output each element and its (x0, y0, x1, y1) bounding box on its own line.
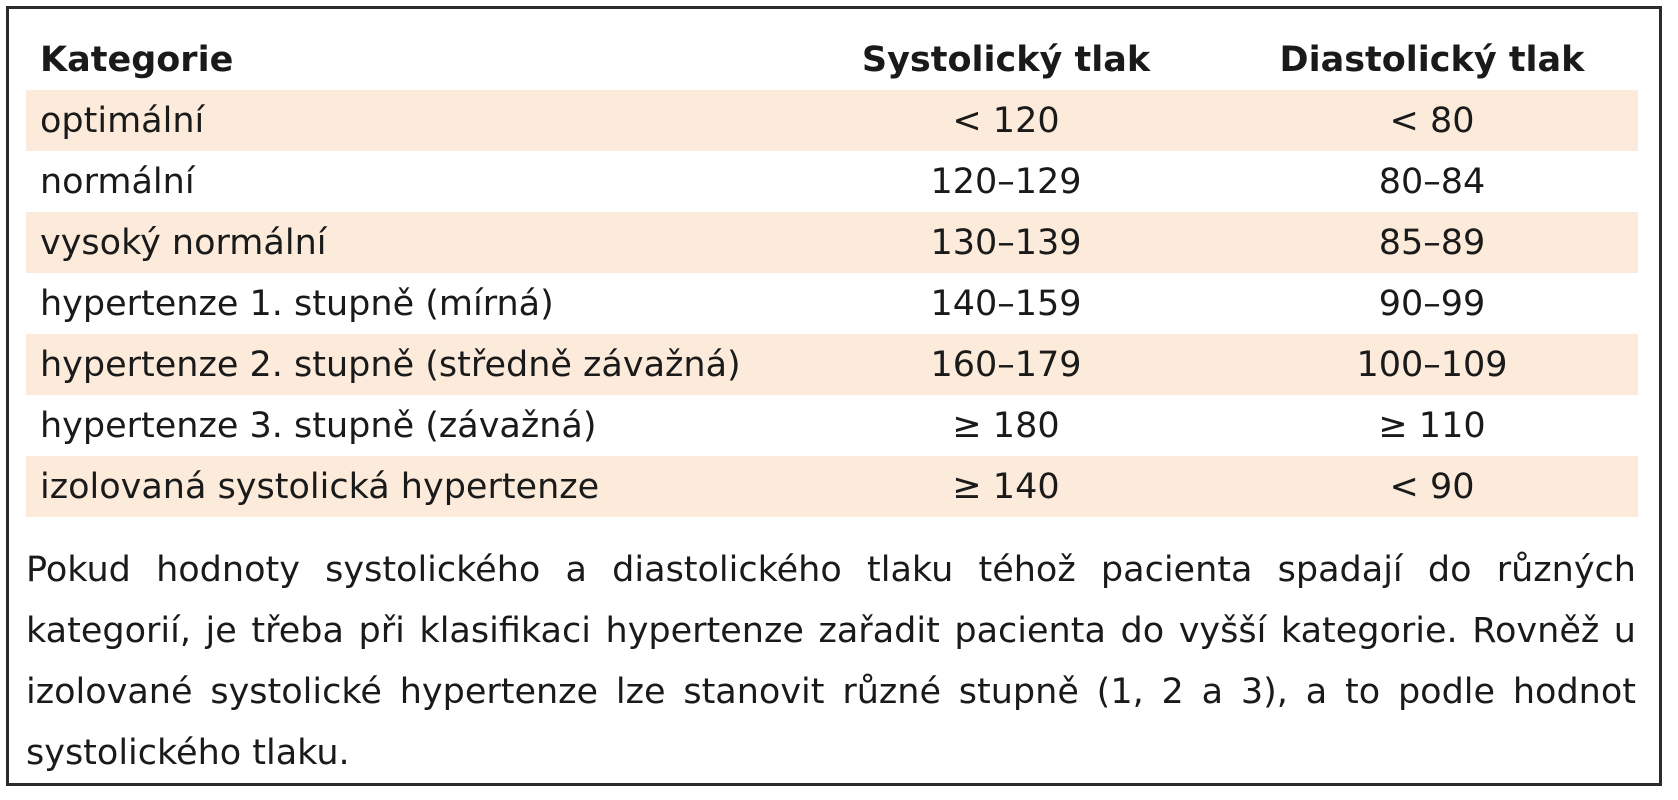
table-header-row (26, 30, 1638, 90)
diastolic-cell: 80–84 (1378, 161, 1486, 202)
blood-pressure-table (26, 30, 1638, 517)
category-cell: normální (40, 161, 195, 202)
systolic-cell: 140–159 (930, 283, 1082, 324)
header-diastolic: Diastolický tlak (1279, 40, 1585, 80)
diastolic-cell: 90–99 (1378, 283, 1486, 324)
diastolic-cell: < 80 (1226, 90, 1638, 151)
classification-note: Pokud hodnoty systolického a diastolického tlaku téhož pacienta spadají do různých kategorií, je třeba při klasifikaci hypertenze zařadit pacienta do vyšší kategorie. Rovněž u izolované systolické hypertenze lze stanovit různé stupně (1, 2 a 3), a to podle hodnot systolického tlaku. (26, 550, 1636, 773)
category-cell: izolovaná systolická hypertenze (26, 456, 786, 517)
systolic-cell: 160–179 (786, 334, 1226, 395)
category-cell: vysoký normální (26, 212, 786, 273)
systolic-cell: 130–139 (786, 212, 1226, 273)
systolic-cell: < 120 (786, 90, 1226, 151)
table-row (26, 395, 1638, 456)
category-cell: hypertenze 3. stupně (závažná) (40, 405, 597, 446)
table-row (26, 90, 1638, 151)
diastolic-cell: ≥ 110 (1378, 405, 1486, 446)
header-category: Kategorie (40, 40, 234, 80)
systolic-cell: 120–129 (930, 161, 1082, 202)
systolic-cell: ≥ 180 (952, 405, 1060, 446)
category-cell: hypertenze 2. stupně (středně závažná) (26, 334, 786, 395)
table-row (26, 212, 1638, 273)
header-systolic: Systolický tlak (861, 40, 1151, 80)
category-cell: optimální (26, 90, 786, 151)
category-cell: hypertenze 1. stupně (mírná) (40, 283, 554, 324)
table-row (26, 334, 1638, 395)
table-row (26, 151, 1638, 212)
diastolic-cell: 85–89 (1226, 212, 1638, 273)
table-row (26, 456, 1638, 517)
table-row (26, 273, 1638, 334)
diastolic-cell: < 90 (1226, 456, 1638, 517)
systolic-cell: ≥ 140 (786, 456, 1226, 517)
diastolic-cell: 100–109 (1226, 334, 1638, 395)
